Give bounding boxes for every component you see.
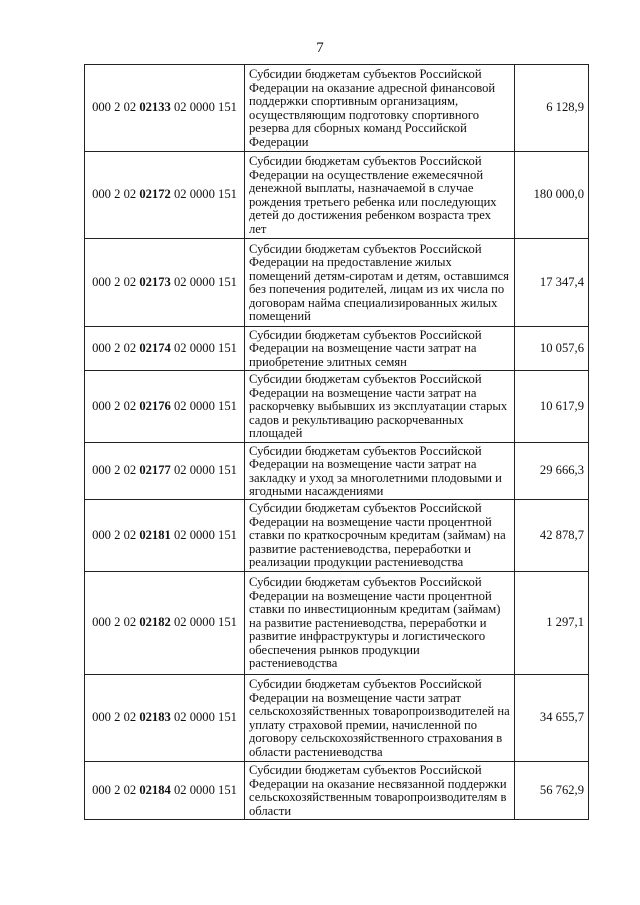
code-prefix: 000 2 02 xyxy=(92,100,140,115)
table-row xyxy=(85,675,589,762)
amount-cell: 10 057,6 xyxy=(515,327,589,371)
code-article: 02174 xyxy=(139,340,171,355)
budget-code-cell xyxy=(85,327,245,371)
table-row xyxy=(85,371,589,443)
code-prefix: 000 2 02 xyxy=(92,782,140,797)
code-suffix: 02 0000 151 xyxy=(170,398,237,413)
code-prefix: 000 2 02 xyxy=(92,187,140,202)
code-prefix: 000 2 02 xyxy=(92,274,140,289)
table-row xyxy=(85,443,589,500)
code-suffix: 02 0000 151 xyxy=(170,782,237,797)
code-article: 02133 xyxy=(139,100,171,115)
code-article: 02182 xyxy=(139,615,171,630)
code-article: 02172 xyxy=(139,187,171,202)
table-row xyxy=(85,65,589,152)
description-cell: Субсидии бюджетам субъектов Российской Федерации на оказание несвязанной поддержки сельскохозяйственным товаропроизводителям в области xyxy=(245,762,515,820)
description-cell: Субсидии бюджетам субъектов Российской Федерации на оказание адресной финансовой поддержки спортивным организациям, осуществляющим подготовку спортивного резерва для сборных команд Российской Федерации xyxy=(245,65,515,152)
amount-cell: 56 762,9 xyxy=(515,762,589,820)
code-prefix: 000 2 02 xyxy=(92,710,140,725)
code-suffix: 02 0000 151 xyxy=(170,187,237,202)
amount-cell: 6 128,9 xyxy=(515,65,589,152)
code-suffix: 02 0000 151 xyxy=(170,710,237,725)
budget-code-cell xyxy=(85,152,245,239)
code-article: 02177 xyxy=(139,463,171,478)
table-row xyxy=(85,152,589,239)
code-prefix: 000 2 02 xyxy=(92,463,140,478)
amount-cell: 42 878,7 xyxy=(515,500,589,572)
table-row xyxy=(85,572,589,675)
code-prefix: 000 2 02 xyxy=(92,527,140,542)
code-article: 02173 xyxy=(139,274,171,289)
amount-cell: 34 655,7 xyxy=(515,675,589,762)
code-suffix: 02 0000 151 xyxy=(170,615,237,630)
description-cell: Субсидии бюджетам субъектов Российской Федерации на возмещение части затрат на приобретение элитных семян xyxy=(245,327,515,371)
page-number: 7 xyxy=(316,40,324,56)
table-row xyxy=(85,239,589,327)
budget-code-cell xyxy=(85,572,245,675)
amount-cell: 10 617,9 xyxy=(515,371,589,443)
amount-cell: 180 000,0 xyxy=(515,152,589,239)
code-prefix: 000 2 02 xyxy=(92,615,140,630)
code-suffix: 02 0000 151 xyxy=(170,340,237,355)
description-cell: Субсидии бюджетам субъектов Российской Федерации на возмещение части затрат на закладку и уход за многолетними плодовыми и ягодными насаждениями xyxy=(245,443,515,500)
amount-cell: 1 297,1 xyxy=(515,572,589,675)
budget-code-cell xyxy=(85,675,245,762)
budget-code-cell xyxy=(85,371,245,443)
description-cell: Субсидии бюджетам субъектов Российской Федерации на предоставление жилых помещений детям-сиротам и детям, оставшимся без попечения родителей, лицам из их числа по договорам найма специализированных жилых помещений xyxy=(245,239,515,327)
description-cell: Субсидии бюджетам субъектов Российской Федерации на возмещение части затрат на раскорчевку выбывших из эксплуатации старых садов и рекультивацию раскорчеванных площадей xyxy=(245,371,515,443)
code-article: 02176 xyxy=(139,398,171,413)
subsidies-table-body xyxy=(85,65,589,820)
code-prefix: 000 2 02 xyxy=(92,398,140,413)
code-article: 02184 xyxy=(139,782,171,797)
description-cell: Субсидии бюджетам субъектов Российской Федерации на возмещение части процентной ставки по инвестиционным кредитам (займам) на развитие растениеводства, переработки и развитие инфраструктуры и логистического обеспечения рынков продукции растениеводства xyxy=(245,572,515,675)
budget-code-cell xyxy=(85,65,245,152)
code-suffix: 02 0000 151 xyxy=(170,274,237,289)
code-suffix: 02 0000 151 xyxy=(170,463,237,478)
description-cell: Субсидии бюджетам субъектов Российской Федерации на возмещение части затрат сельскохозяйственных товаропроизводителей на уплату страховой премии, начисленной по договору сельскохозяйственного страхования в области растениеводства xyxy=(245,675,515,762)
budget-code-cell xyxy=(85,500,245,572)
code-prefix: 000 2 02 xyxy=(92,340,140,355)
code-article: 02181 xyxy=(139,527,171,542)
amount-cell: 17 347,4 xyxy=(515,239,589,327)
description-cell: Субсидии бюджетам субъектов Российской Федерации на возмещение части процентной ставки по краткосрочным кредитам (займам) на развитие растениеводства, переработки и реализации продукции растениеводства xyxy=(245,500,515,572)
table-row xyxy=(85,762,589,820)
budget-code-cell xyxy=(85,443,245,500)
budget-code-cell xyxy=(85,762,245,820)
budget-code-cell xyxy=(85,239,245,327)
code-suffix: 02 0000 151 xyxy=(170,100,237,115)
table-row xyxy=(85,500,589,572)
subsidies-table xyxy=(84,64,589,820)
description-cell: Субсидии бюджетам субъектов Российской Федерации на осуществление ежемесячной денежной выплаты, назначаемой в случае рождения третьего ребенка или последующих детей до достижения ребенком возраста трех лет xyxy=(245,152,515,239)
code-suffix: 02 0000 151 xyxy=(170,527,237,542)
code-article: 02183 xyxy=(139,710,171,725)
amount-cell: 29 666,3 xyxy=(515,443,589,500)
table-row xyxy=(85,327,589,371)
